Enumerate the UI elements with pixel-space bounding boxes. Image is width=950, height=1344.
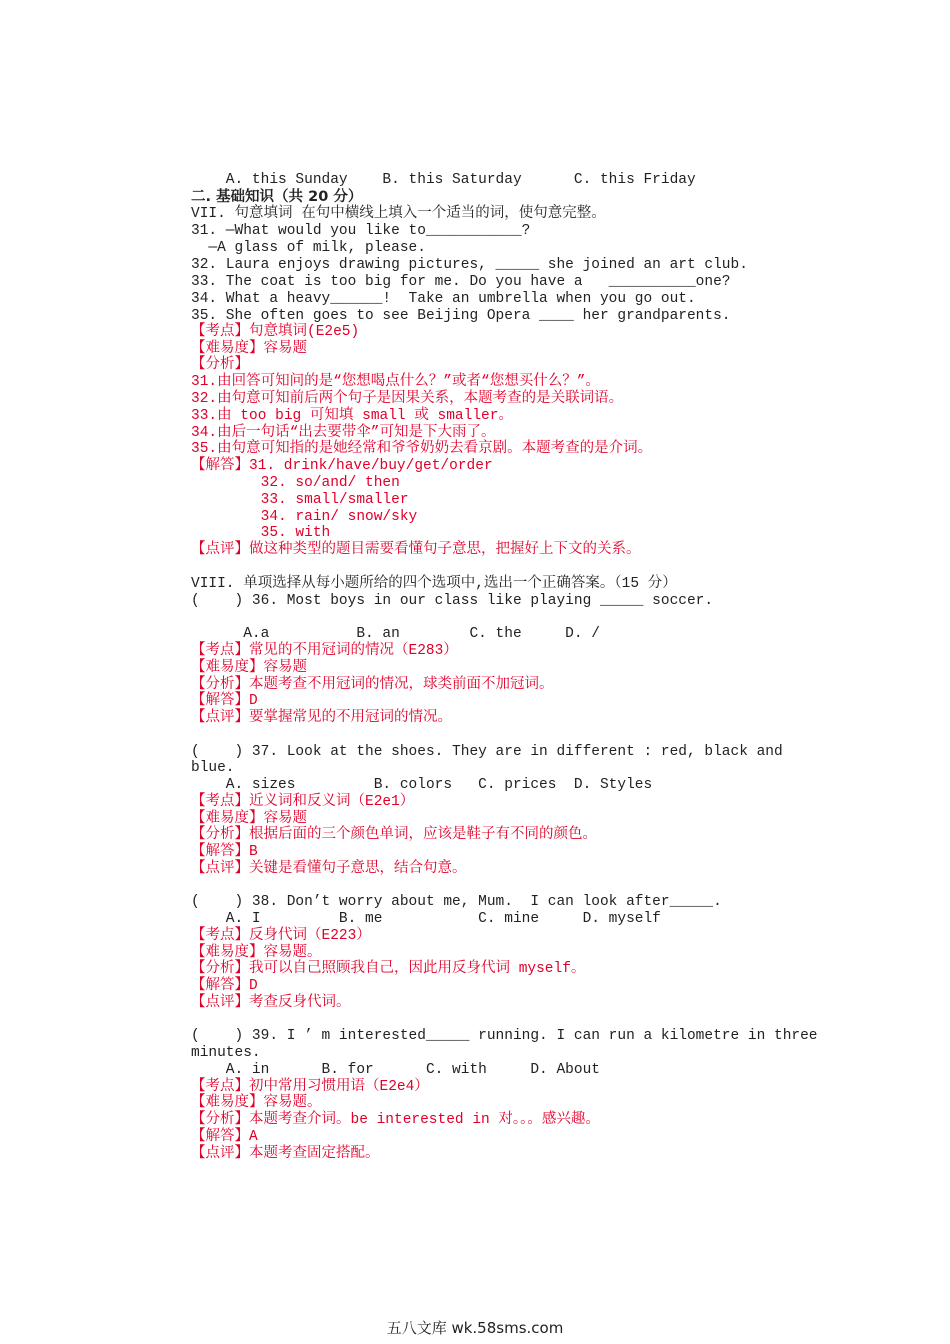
q36-nanyidu: 【难易度】容易题 (191, 660, 307, 676)
vii-jieda-35: 35. with (191, 525, 331, 541)
question-38-options: A. I B. me C. mine D. myself (191, 911, 661, 927)
q39-nanyidu: 【难易度】容易题。 (191, 1095, 322, 1111)
question-37-cont: blue. (191, 760, 235, 776)
question-31: 31. —What would you like to___________? (191, 223, 531, 239)
q36-kaodian: 【考点】常见的不用冠词的情况（E283） (191, 643, 458, 659)
question-39: ( ) 39. I ’ m interested_____ running. I can run a kilometre in three (191, 1028, 818, 1044)
q37-fenxi: 【分析】根据后面的三个颜色单词，应该是鞋子有不同的颜色。 (191, 827, 597, 843)
q37-jieda: 【解答】B (191, 844, 258, 860)
question-35: 35. She often goes to see Beijing Opera ____ her grandparents. (191, 308, 731, 324)
question-36: ( ) 36. Most boys in our class like playing _____ soccer. (191, 593, 714, 609)
vii-analysis-33: 33.由 too big 可知填 small 或 smaller。 (191, 408, 513, 424)
question-32: 32. Laura enjoys drawing pictures, _____ she joined an art club. (191, 257, 748, 273)
q36-fenxi: 【分析】本题考查不用冠词的情况，球类前面不加冠词。 (191, 677, 554, 693)
question-39-cont: minutes. (191, 1045, 261, 1061)
footer-watermark[interactable]: 五八文库 wk.58sms.com (386, 1319, 564, 1337)
q37-nanyidu: 【难易度】容易题 (191, 811, 307, 827)
vii-analysis-35: 35.由句意可知指的是她经常和爷爷奶奶去看京剧。本题考查的是介词。 (191, 441, 653, 457)
question-38: ( ) 38. Don’t worry about me, Mum. I can look after_____. (191, 894, 722, 910)
q39-dianping: 【点评】本题考查固定搭配。 (191, 1146, 380, 1162)
section-2-title: 二. 基础知识（共 20 分） (191, 189, 363, 205)
vii-analysis-31: 31.由回答可知问的是“您想喝点什么？”或者“您想买什么？”。 (191, 374, 600, 390)
vii-jieda-34: 34. rain/ snow/sky (191, 509, 418, 525)
vii-jieda-32: 32. so/and/ then (191, 475, 400, 491)
question-36-options: A.a B. an C. the D. / (191, 626, 600, 642)
question-39-options: A. in B. for C. with D. About (191, 1062, 600, 1078)
vii-analysis-34: 34.由后一句话“出去要带伞”可知是下大雨了。 (191, 425, 496, 441)
vii-analysis-32: 32.由句意可知前后两个句子是因果关系，本题考查的是关联词语。 (191, 391, 624, 407)
q38-dianping: 【点评】考查反身代词。 (191, 995, 351, 1011)
question-37: ( ) 37. Look at the shoes. They are in different : red, black and (191, 744, 783, 760)
vii-nanyidu: 【难易度】容易题 (191, 341, 307, 357)
q38-kaodian: 【考点】反身代词（E223） (191, 928, 371, 944)
q39-fenxi: 【分析】本题考查介词。be interested in 对。。。感兴趣。 (191, 1112, 600, 1128)
vii-jieda-33: 33. small/smaller (191, 492, 409, 508)
q37-kaodian: 【考点】近义词和反义词（E2e1） (191, 794, 415, 810)
q39-kaodian: 【考点】初中常用习惯用语（E2e4） (191, 1079, 429, 1095)
question-31-answer-line: —A glass of milk, please. (191, 240, 426, 256)
q30-options: A. this Sunday B. this Saturday C. this Friday (191, 172, 696, 188)
question-37-options: A. sizes B. colors C. prices D. Styles (191, 777, 653, 793)
question-33: 33. The coat is too big for me. Do you have a __________one? (191, 274, 731, 290)
vii-jieda: 【解答】31. drink/have/buy/get/order (191, 458, 493, 474)
vii-fenxi: 【分析】 (191, 357, 249, 373)
q38-jieda: 【解答】D (191, 978, 258, 994)
question-34: 34. What a heavy______! Take an umbrella when you go out. (191, 291, 696, 307)
q39-jieda: 【解答】A (191, 1129, 258, 1145)
q38-fenxi: 【分析】我可以自己照顾我自己，因此用反身代词 myself。 (191, 961, 586, 977)
section-vii-instruction: VII. 句意填词 在句中横线上填入一个适当的词，使句意完整。 (191, 206, 606, 222)
section-viii-instruction: VIII. 单项选择从每小题所给的四个选项中,选出一个正确答案。（15 分） (191, 576, 677, 592)
q36-jieda: 【解答】D (191, 693, 258, 709)
q36-dianping: 【点评】要掌握常见的不用冠词的情况。 (191, 710, 452, 726)
vii-kaodian: 【考点】句意填词(E2e5) (191, 324, 360, 340)
vii-dianping: 【点评】做这种类型的题目需要看懂句子意思，把握好上下文的关系。 (191, 542, 641, 558)
q37-dianping: 【点评】关键是看懂句子意思，结合句意。 (191, 861, 467, 877)
q38-nanyidu: 【难易度】容易题。 (191, 945, 322, 961)
